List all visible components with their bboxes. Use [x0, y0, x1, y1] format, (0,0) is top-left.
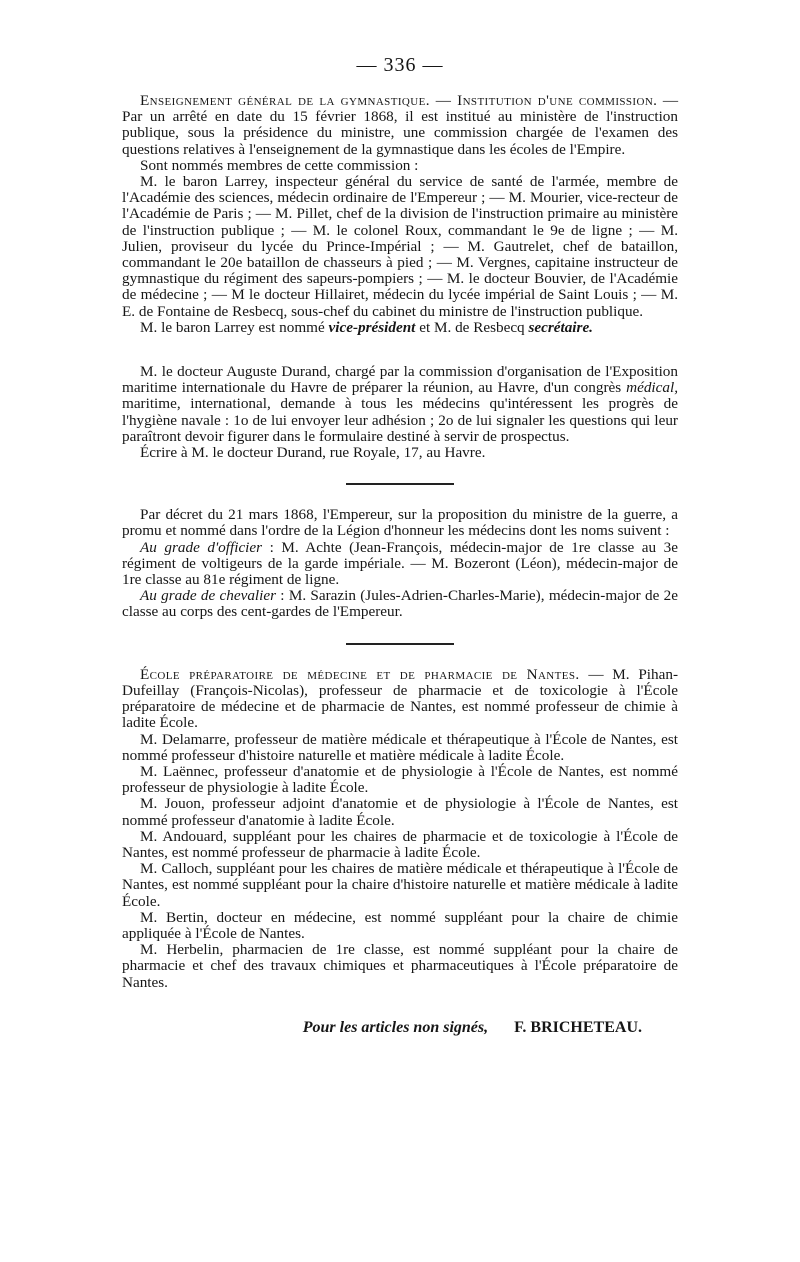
section-divider: [346, 483, 454, 485]
text-run: — M. Pihan-Dufeillay (François-Nicolas), professeur de pharmacie et de toxicologie à l'École préparatoire de médecine et de pharmacie de Nantes, est nommé professeur de chimie à ladite École.: [122, 665, 679, 732]
paragraph-congres-havre: [122, 364, 678, 445]
paragraph-herbelin: M. Herbelin, pharmacien de 1re classe, est nommé suppléant pour la chaire de pharmacie et chef des travaux chimiques et pharmaceutiques à l'École préparatoire de Nantes.: [122, 941, 678, 991]
page-number: — 336 —: [356, 54, 444, 76]
text-run: maritime, international, demande à tous les médecins qu'intéressent les progrès de l'hygiène navale : 1o de lui envoyer leur adhésion ; 2o de lui signaler les questions qui leur paraîtront devoir figurer dans le formulaire destiné à servir de prospectus.: [122, 395, 678, 445]
signature-label: Pour les articles non signés,: [302, 1018, 489, 1036]
paragraph-bertin: M. Bertin, docteur en médecine, est nommé suppléant pour la chaire de chimie appliquée à l'École de Nantes.: [122, 908, 678, 942]
paragraph-grade-chevalier: [122, 588, 678, 620]
signature-name: F. BRICHETEAU.: [514, 1018, 642, 1036]
text-run: M. le baron Larrey est nommé: [140, 318, 329, 336]
section-divider: [346, 643, 454, 645]
section-heading-nantes: École préparatoire de médecine et de pharmacie de Nantes.: [140, 665, 580, 683]
paragraph: Sont nommés membres de cette commission :: [140, 156, 419, 174]
grade-officier-label: Au grade d'officier: [140, 538, 263, 556]
spacer: [122, 336, 678, 364]
paragraph-text: — Par un arrêté en date du 15 février 1868, il est institué au ministère de l'instruction publique, sous la présidence du ministre, une commission chargée de l'examen des questions relatives à l'enseignement de la gymnastique dans les écoles de l'Empire.: [122, 92, 678, 158]
paragraph-andouard: M. Andouard, suppléant pour les chaires de pharmacie et de toxicologie à l'École de Nantes, est nommé professeur de pharmacie à ladite École.: [122, 827, 678, 861]
paragraph-grade-officier: [122, 540, 678, 589]
text-run: : M. Sarazin (Jules-Adrien-Charles-Marie), médecin-major de 2e classe au corps des cent-gardes de l'Empereur.: [122, 587, 678, 621]
emphasis-vice-president: vice-président: [328, 318, 416, 336]
emphasis-secretaire: secrétaire.: [528, 318, 593, 336]
paragraph-officers: [122, 320, 678, 336]
paragraph-delamarre: M. Delamarre, professeur de matière médicale et thérapeutique à l'École de Nantes, est nommé professeur d'histoire naturelle et matière médicale à ladite École.: [122, 730, 678, 764]
paragraph-decret: Par décret du 21 mars 1868, l'Empereur, sur la proposition du ministre de la guerre, a promu et nommé dans l'ordre de la Légion d'honneur les médecins dont les noms suivent :: [122, 506, 678, 540]
text-run: : M. Achte (Jean-François, médecin-major de 1re classe au 3e régiment de voltigeurs de la garde impériale. — M. Bozeront (Léon), médecin-major de 1re classe au 81e régiment de ligne.: [122, 538, 679, 589]
emphasis-medical: médical,: [626, 379, 678, 397]
text-run: M. le docteur Auguste Durand, chargé par la commission d'organisation de l'Exposition maritime internationale du Havre de préparer la réunion, au Havre, d'un congrès: [122, 363, 678, 397]
paragraph-laennec: M. Laënnec, professeur d'anatomie et de physiologie à l'École de Nantes, est nommé professeur de physiologie à ladite École.: [122, 762, 678, 797]
paragraph-address: Écrire à M. le docteur Durand, rue Royale, 17, au Havre.: [140, 444, 486, 462]
paragraph-jouon: M. Jouon, professeur adjoint d'anatomie et de physiologie à l'École de Nantes, est nommé professeur d'anatomie à ladite École.: [122, 795, 678, 829]
grade-chevalier-label: Au grade de chevalier: [140, 587, 277, 605]
paragraph-calloch: M. Calloch, suppléant pour les chaires de matière médicale et thérapeutique à l'École de Nantes, est nommé suppléant pour la chaire d'histoire naturelle et matière médicale à ladite École.: [122, 860, 678, 910]
text-run: et M. de Resbecq: [415, 318, 529, 336]
page: [122, 54, 678, 1037]
paragraph-members-list: M. le baron Larrey, inspecteur général du service de santé de l'armée, membre de l'Académie des sciences, médecin ordinaire de l'Empereur ; — M. Mourier, vice-recteur de l'Académie de Paris ; — M. Pillet, chef de la division de l'instruction primaire au ministère de l'instruction publique ; — M. le colonel Roux, commandant le 9e de ligne ; — M. Julien, proviseur du lycée du Prince-Impérial ; — M. Gautrelet, chef de bataillon, commandant le 20e bataillon de chasseurs à pied ; — M. Vergnes, capitaine instructeur de gymnastique du régiment des sapeurs-pompiers ; — M. le docteur Bouvier, de l'Académie de médecine ; — M le docteur Hillairet, médecin du lycée impérial de Saint Louis ; — M. E. de Fontaine de Resbecq, sous-chef du cabinet du ministre de l'instruction publique.: [122, 173, 678, 320]
paragraph-nantes-intro: [122, 667, 678, 732]
section-heading-gymnastique: Enseignement général de la gymnastique. — Institution d'une commission.: [140, 92, 658, 109]
signature-block: [122, 1019, 678, 1037]
section-gymnastique-intro: [122, 93, 678, 158]
